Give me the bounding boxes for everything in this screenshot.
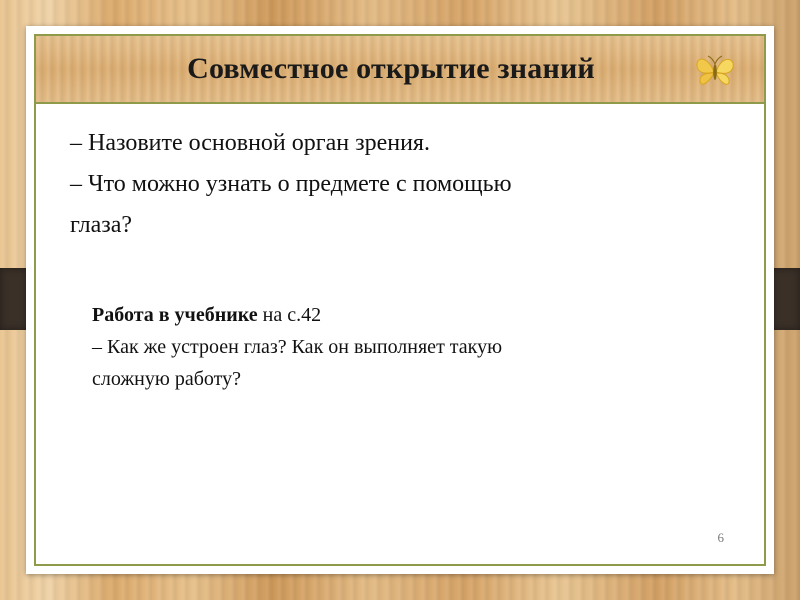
page-title: Совместное открытие знаний — [187, 52, 595, 85]
slide-title-bar — [36, 36, 764, 104]
question-line-1: – Назовите основной орган зрения. — [70, 130, 430, 156]
butterfly-icon — [692, 50, 738, 94]
slide-content — [36, 104, 764, 564]
question-line-2: – Что можно узнать о предмете с помощью — [70, 170, 512, 197]
slide-frame — [26, 26, 774, 574]
task-lead-bold: Работа в учебнике — [92, 304, 258, 327]
task-line-3: сложную работу? — [92, 368, 241, 391]
task-lead — [92, 300, 730, 330]
task-block — [70, 300, 730, 394]
task-lead-rest: на с.42 — [257, 304, 322, 327]
slide-frame-inner — [34, 34, 766, 566]
question-line-3: глаза? — [70, 211, 133, 238]
slide-number: 6 — [717, 530, 724, 545]
task-line-2: – Как же устроен глаз? Как он выполняет такую — [92, 336, 503, 359]
